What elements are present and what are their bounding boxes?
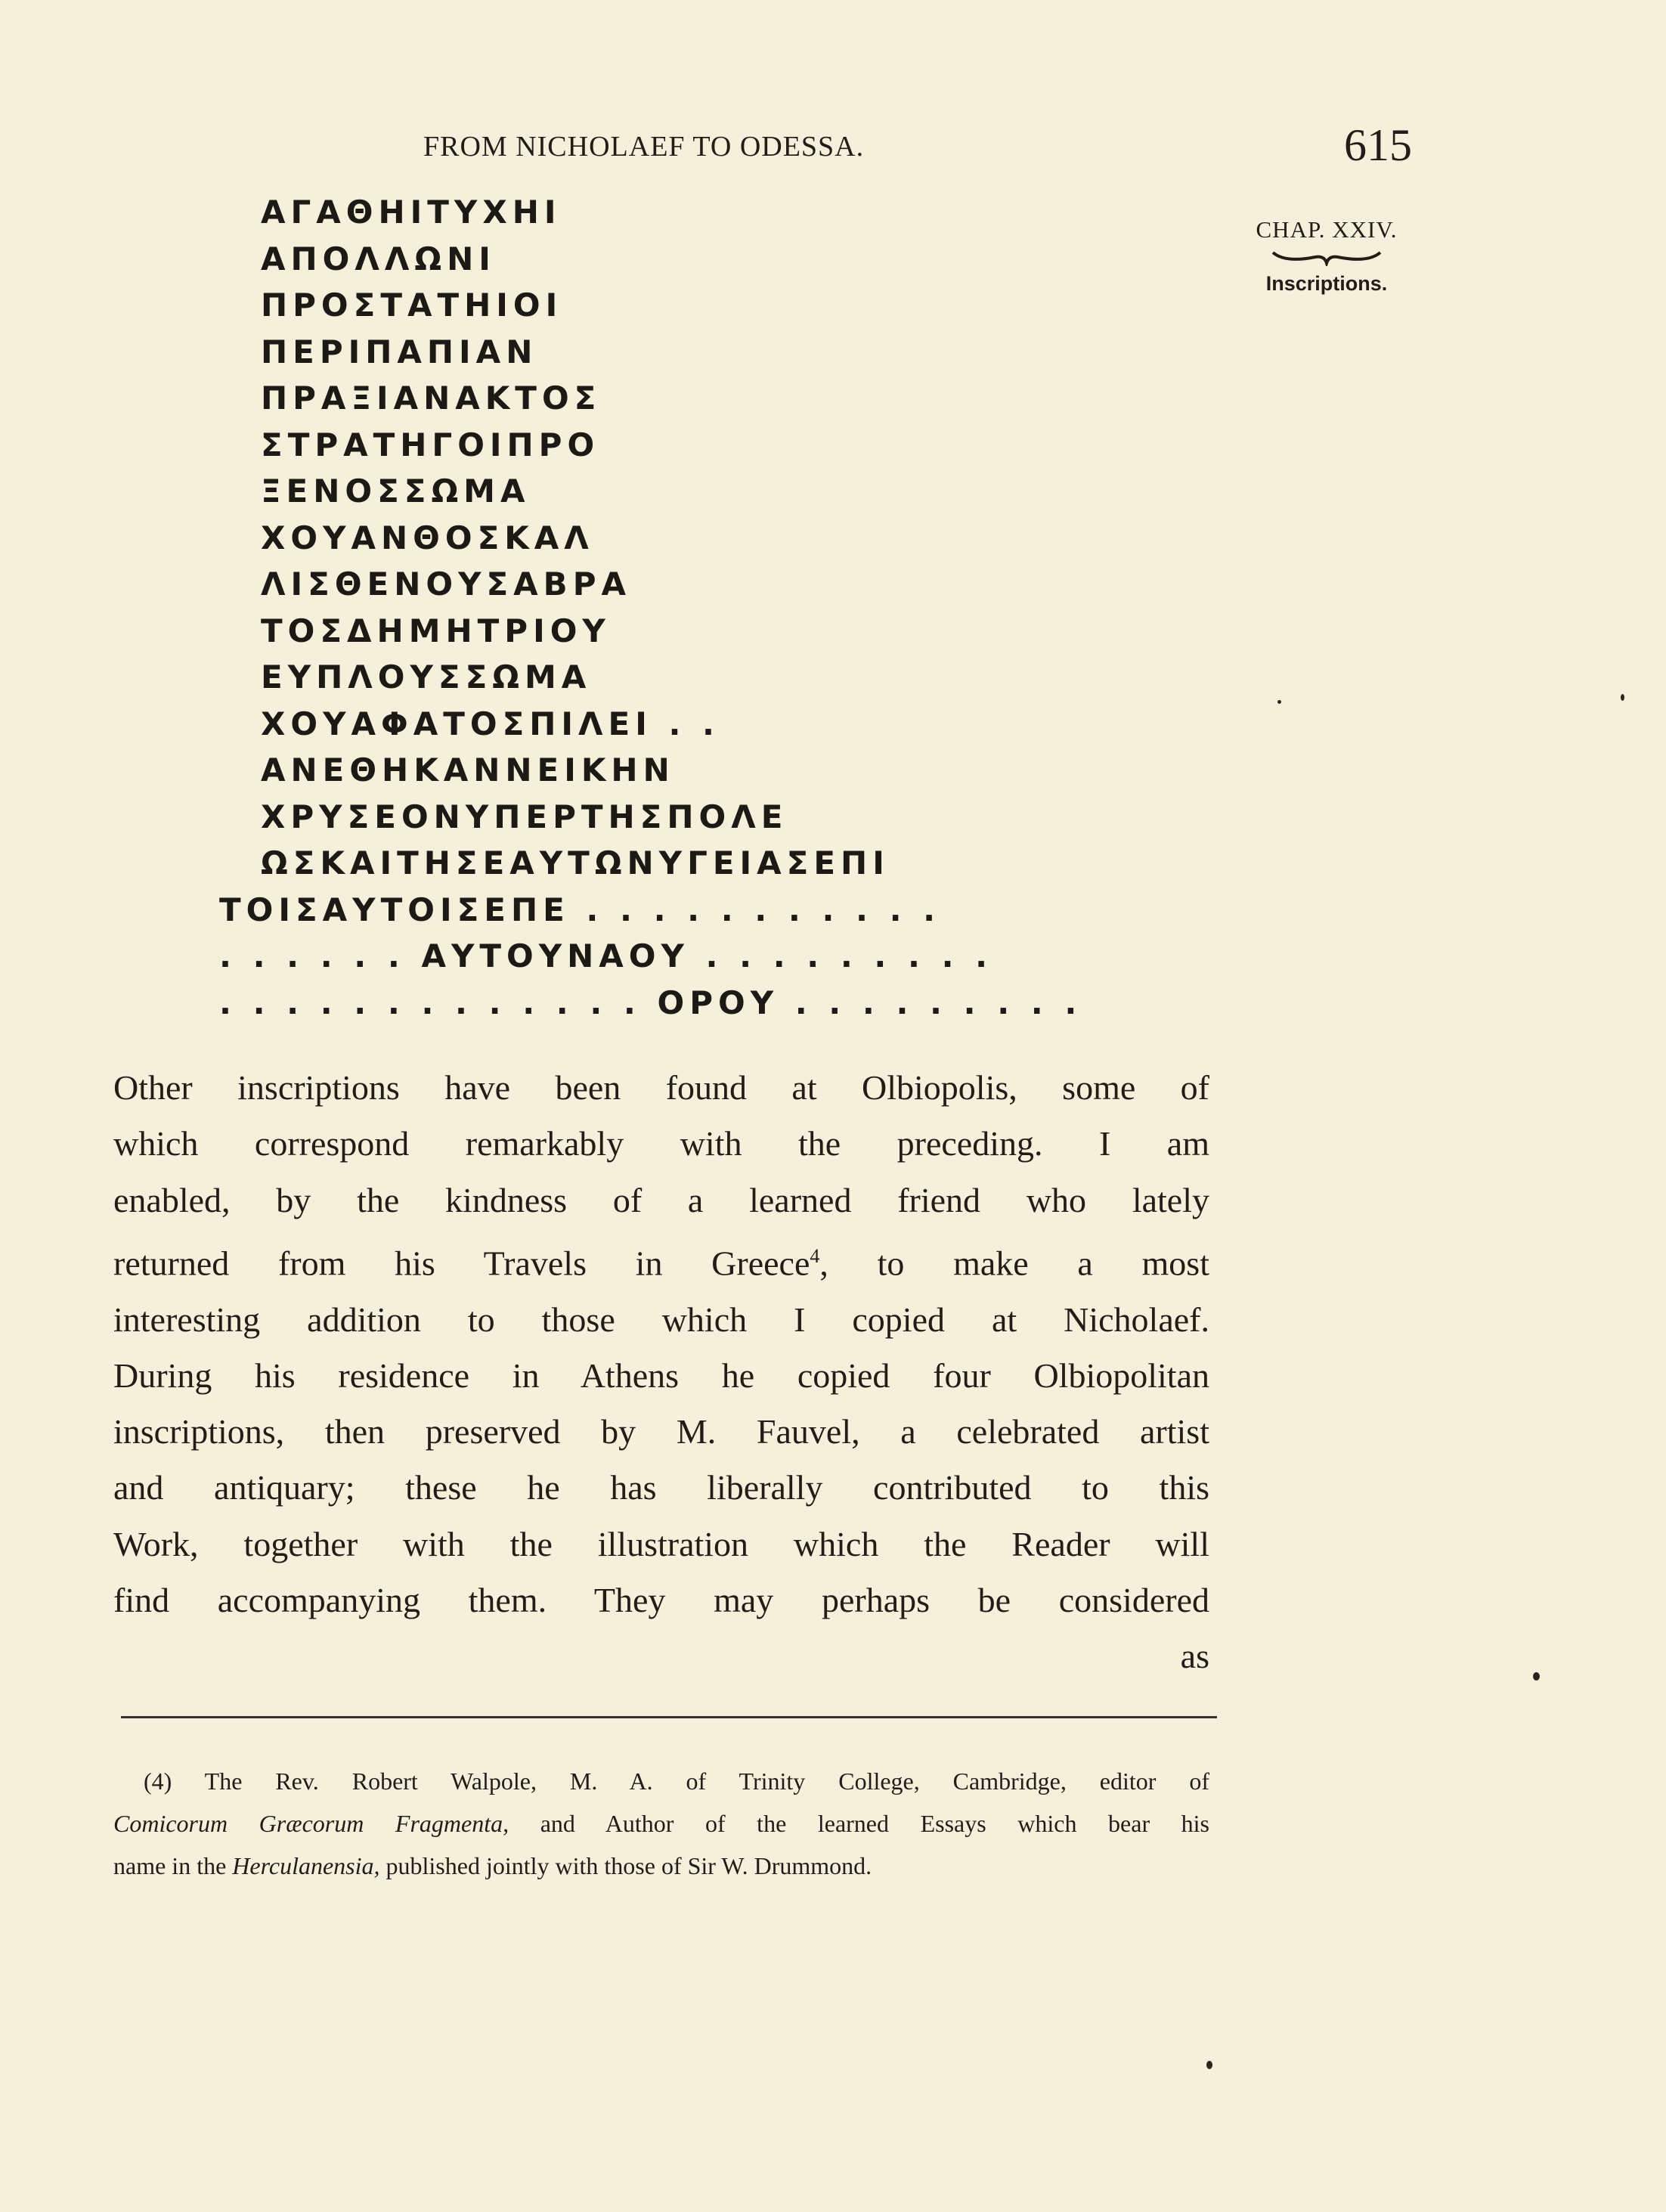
catchword: as [1180,1637,1209,1676]
inscription-line: . . . . . . ΑΥΤΟΥΝΑΟΥ . . . . . . . . . [219,937,993,974]
inscription-line: ΞΕΝΟΣΣΩΜΑ [261,472,531,510]
inscription-line: ΠΕΡΙΠΑΠΙΑΝ [261,333,538,370]
page-number: 615 [1344,120,1412,170]
inscription-line: ΤΟΣΔΗΜΗΤΡΙΟΥ [261,612,611,649]
inscription-line: ΠΡΟΣΤΑΤΗΙΟΙ [261,287,563,324]
footnote-line [113,1760,1209,1802]
ink-speck [1533,1672,1540,1681]
running-head: FROM NICHOLAEF TO ODESSA. [423,131,865,163]
footnote-text: name in the [113,1852,233,1879]
body-line: Other inscriptions have been found at Olbiopolis, some of [113,1068,1209,1107]
margin-topic: Inscriptions. [1265,272,1388,295]
inscription-line: ΑΓΑΘΗΙΤΥΧΗΙ [261,194,562,231]
footnote-title: Herculanensia, [232,1852,380,1879]
inscription-line: ΠΡΑΞΙΑΝΑΚΤΟΣ [261,380,602,417]
footnote-title: Comicorum Græcorum Fragmenta, [113,1810,509,1837]
greek-inscription [219,189,1082,1026]
footnote-text: published jointly with those of Sir W. Drummond. [379,1852,872,1879]
ink-speck [1621,694,1624,701]
inscription-line: ΩΣΚΑΙΤΗΣΕΑΥΤΩΝΥΓΕΙΑΣΕΠΙ [261,844,890,881]
body-line: which correspond remarkably with the preceding. I am [113,1124,1209,1163]
body-line-with-footnote [113,1228,1209,1292]
brace-ornament [1270,248,1383,266]
body-line: Work, together with the illustration which the Reader will [113,1524,1209,1563]
body-line: During his residence in Athens he copied four Olbiopolitan [113,1355,1209,1395]
inscription-line: ΧΟΥΑΝΘΟΣΚΑΛ [261,519,594,556]
footnote-rule [121,1716,1217,1718]
inscription-line: ΑΝΕΘΗΚΑΝΝΕΙΚΗΝ [261,751,675,788]
inscription-line: ΣΤΡΑΤΗΓΟΙΠΡΟ [261,426,600,463]
footnote-reference[interactable]: 4 [810,1244,820,1267]
inscription-line: ΑΠΟΛΛΩΝΙ [261,240,496,277]
footnote-text: and Author of the learned Essays which bear his [509,1810,1210,1837]
body-line: inscriptions, then preserved by M. Fauvel, a celebrated artist [113,1412,1209,1451]
body-line: and antiquary; these he has liberally contributed to this [113,1468,1209,1507]
footnote-text: The Rev. Robert Walpole, M. A. of Trinity College, Cambridge, editor of [172,1767,1209,1795]
footnote-marker: (4) [144,1767,172,1795]
body-line: interesting addition to those which I copied at Nicholaef. [113,1300,1209,1339]
footnote [113,1760,1209,1887]
body-line-tail: , to make a most [819,1244,1209,1283]
margin-chapter: CHAP. XXIV. [1256,216,1398,243]
body-line-text: returned from his Travels in Greece [113,1244,810,1283]
inscription-line: ΧΟΥΑΦΑΤΟΣΠΙΛΕΙ . . [261,705,720,742]
inscription-line: . . . . . . . . . . . . . ΟΡΟΥ . . . . . . . . . [219,984,1082,1021]
inscription-line: ΧΡΥΣΕΟΝΥΠΕΡΤΗΣΠΟΛΕ [261,798,788,835]
footnote-line [113,1802,1209,1845]
ink-speck [1206,2061,1212,2069]
inscription-line: ΤΟΙΣΑΥΤΟΙΣΕΠΕ . . . . . . . . . . . [219,891,941,928]
footnote-line [113,1845,1209,1887]
inscription-line: ΕΥΠΛΟΥΣΣΩΜΑ [261,658,592,696]
body-paragraph [113,1060,1209,1685]
body-line: find accompanying them. They may perhaps be considered [113,1581,1209,1619]
ink-speck [1277,700,1281,704]
body-line: enabled, by the kindness of a learned friend who lately [113,1180,1209,1219]
inscription-line: ΛΙΣΘΕΝΟΥΣΑΒΡΑ [261,565,631,603]
margin-note [1255,216,1398,296]
